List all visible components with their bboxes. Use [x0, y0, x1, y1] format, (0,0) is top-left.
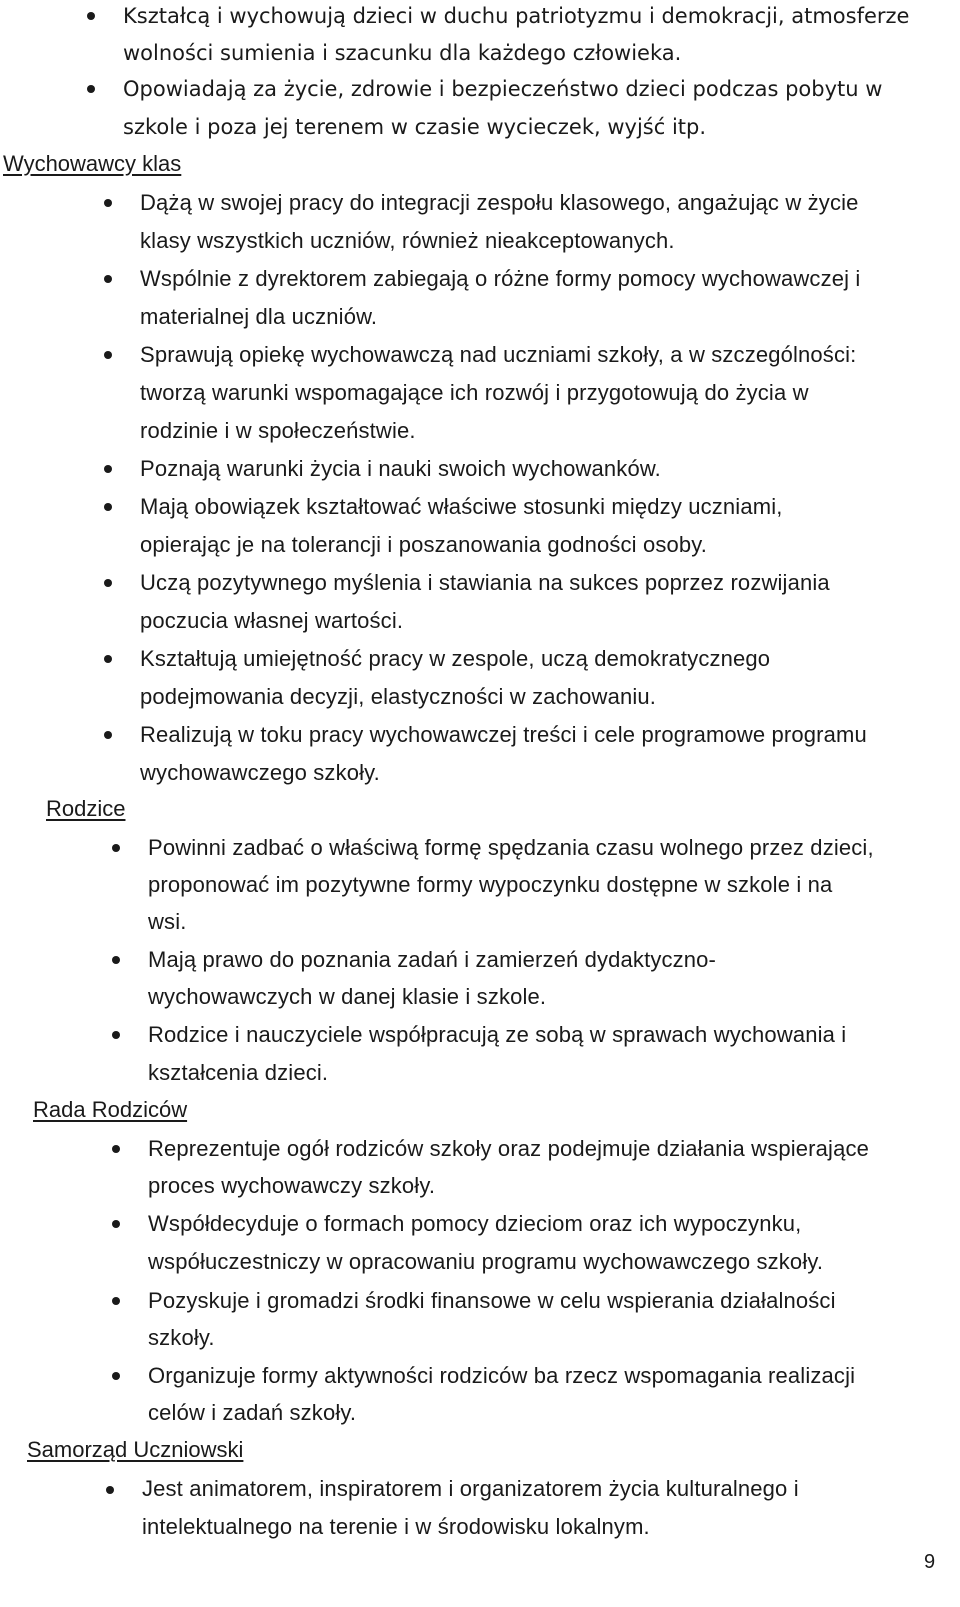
list-bullet	[112, 956, 120, 964]
list-item-line: Pozyskuje i gromadzi środki finansowe w celu wspierania działalności	[148, 1288, 836, 1313]
list-item-line: Uczą pozytywnego myślenia i stawiania na sukces poprzez rozwijania	[140, 570, 830, 595]
list-item-line: Sprawują opiekę wychowawczą nad uczniami szkoły, a w szczególności:	[140, 342, 857, 367]
list-item-line: poczucia własnej wartości.	[140, 608, 404, 633]
list-item-line: klasy wszystkich uczniów, również nieakceptowanych.	[140, 228, 675, 253]
list-bullet	[106, 1486, 114, 1494]
list-item-line: rodzinie i w społeczeństwie.	[140, 418, 416, 443]
list-item-line: wsi.	[148, 909, 187, 934]
list-bullet	[112, 1031, 120, 1039]
list-item-line: Jest animatorem, inspiratorem i organizatorem życia kulturalnego i	[142, 1476, 799, 1501]
list-bullet	[87, 12, 95, 20]
list-item-line: Organizuje formy aktywności rodziców ba rzecz wspomagania realizacji	[148, 1363, 856, 1388]
list-bullet	[112, 844, 120, 852]
list-item-line: szkole i poza jej terenem w czasie wycieczek, wyjść itp.	[123, 115, 707, 139]
list-item-line: celów i zadań szkoły.	[148, 1400, 357, 1425]
list-bullet	[104, 275, 112, 283]
list-item-line: Poznają warunki życia i nauki swoich wychowanków.	[140, 456, 661, 481]
list-item-line: Realizują w toku pracy wychowawczej treści i cele programowe programu	[140, 722, 867, 747]
list-item-line: wolności sumienia i szacunku dla każdego człowieka.	[123, 41, 682, 65]
list-bullet	[112, 1297, 120, 1305]
list-item-line: współuczestniczy w opracowaniu programu wychowawczego szkoły.	[148, 1249, 824, 1274]
page-number: 9	[924, 1551, 936, 1573]
list-item-line: szkoły.	[148, 1325, 215, 1350]
list-item-line: materialnej dla uczniów.	[140, 304, 378, 329]
list-bullet	[87, 85, 95, 93]
list-bullet	[104, 655, 112, 663]
list-item-line: Rodzice i nauczyciele współpracują ze sobą w sprawach wychowania i	[148, 1022, 847, 1047]
list-item-line: tworzą warunki wspomagające ich rozwój i przygotowują do życia w	[140, 380, 809, 405]
list-item-line: Powinni zadbać o właściwą formę spędzania czasu wolnego przez dzieci,	[148, 835, 874, 860]
list-item-line: Wspólnie z dyrektorem zabiegają o różne formy pomocy wychowawczej i	[140, 266, 861, 291]
list-item-line: opierając je na tolerancji i poszanowania godności osoby.	[140, 532, 708, 557]
section-heading-rada-rodzicow: Rada Rodziców	[33, 1097, 188, 1122]
list-item-line: intelektualnego na terenie i w środowisku lokalnym.	[142, 1514, 650, 1539]
list-item-line: Mają prawo do poznania zadań i zamierzeń dydaktyczno-	[148, 947, 717, 972]
list-bullet	[104, 579, 112, 587]
list-item-line: kształcenia dzieci.	[148, 1060, 329, 1085]
list-item-line: Kształcą i wychowują dzieci w duchu patriotyzmu i demokracji, atmosferze	[123, 4, 910, 28]
list-item-line: proponować im pozytywne formy wypoczynku dostępne w szkole i na	[148, 872, 833, 897]
list-item-line: proces wychowawczy szkoły.	[148, 1173, 436, 1198]
section-heading-samorzad-uczniowski: Samorząd Uczniowski	[27, 1437, 244, 1462]
list-item-line: wychowawczego szkoły.	[140, 760, 380, 785]
list-item-line: Opowiadają za życie, zdrowie i bezpieczeństwo dzieci podczas pobytu w	[123, 77, 883, 101]
list-item-line: Reprezentuje ogół rodziców szkoły oraz podejmuje działania wspierające	[148, 1136, 869, 1161]
list-bullet	[112, 1220, 120, 1228]
list-item-line: Dążą w swojej pracy do integracji zespołu klasowego, angażując w życie	[140, 190, 859, 215]
list-bullet	[112, 1145, 120, 1153]
list-bullet	[104, 465, 112, 473]
list-bullet	[104, 351, 112, 359]
list-item-line: Kształtują umiejętność pracy w zespole, uczą demokratycznego	[140, 646, 771, 671]
list-bullet	[104, 199, 112, 207]
section-heading-wychowawcy-klas: Wychowawcy klas	[3, 151, 182, 176]
list-item-line: Mają obowiązek kształtować właściwe stosunki między uczniami,	[140, 494, 783, 519]
list-bullet	[104, 503, 112, 511]
list-item-line: podejmowania decyzji, elastyczności w zachowaniu.	[140, 684, 657, 709]
list-bullet	[104, 731, 112, 739]
section-heading-rodzice: Rodzice	[46, 796, 126, 821]
list-item-line: Współdecyduje o formach pomocy dzieciom oraz ich wypoczynku,	[148, 1211, 802, 1236]
list-bullet	[112, 1372, 120, 1380]
list-item-line: wychowawczych w danej klasie i szkole.	[148, 984, 547, 1009]
